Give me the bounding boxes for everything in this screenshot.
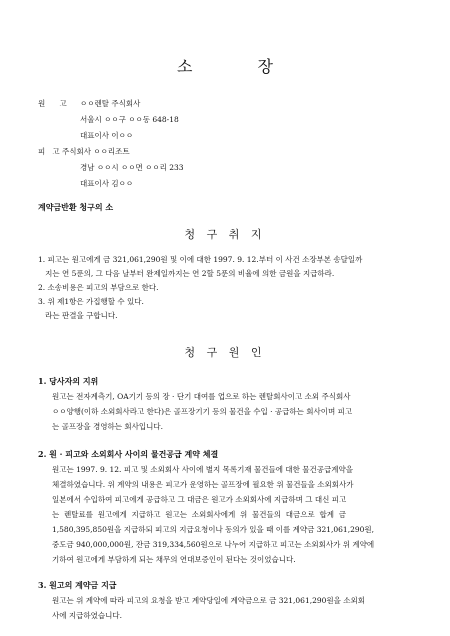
- cause-line: 일본에서 수입하여 피고에게 공급하고 그 대금은 원고가 소외회사에 지급하며 그 대신 피고: [52, 495, 347, 504]
- claim-line: 라는 판결을 구합니다.: [38, 311, 118, 320]
- cause-line: 중도금 940,000,000원, 잔금 319,334,560원으로 나누어 지급하고 피고는 소외회사가 위 계약에: [52, 540, 375, 549]
- claim-line: 1. 피고는 원고에게 금 321,061,290원 및 이에 대한 1997. 9. 12.부터 이 사건 소장부본 송달일까: [38, 255, 363, 264]
- defendant-address: 경남 ㅇㅇ시 ㅇㅇ면 ㅇㅇ리 233: [80, 163, 184, 172]
- claim-line: 지는 연 5푼의, 그 다음 날부터 완제일까지는 연 2할 5푼의 비율에 의한 금원을 지급하라.: [38, 269, 335, 278]
- cause-line: 원고는 위 계약에 따라 피고의 요청을 받고 계약당일에 계약금으로 금 321,061,290원을 소외회: [52, 596, 366, 605]
- cause-line: 기하여 원고에게 부담하게 되는 채무의 연대보증인이 된다는 것이었습니다.: [52, 555, 296, 564]
- cause-line: 1,580,395,850원을 지급하되 피고의 지급요청이나 동의가 있을 때 이를 계약금 321,061,290원,: [52, 525, 375, 534]
- cause-heading-contract: 2. 원 · 피고와 소외회사 사이의 물건공급 계약 체결: [38, 449, 219, 459]
- claim-section-title: 청 구 취 지: [184, 228, 266, 241]
- defendant-representative: 대표이사 김ㅇㅇ: [80, 179, 134, 188]
- cause-line: ㅇㅇ양행(이하 소외회사라고 한다)은 골프장기기 등의 물건을 수입 · 공급하는 회사이며 피고: [52, 407, 353, 416]
- defendant-role: 피 고 주식회사 ㅇㅇ리조트: [38, 147, 130, 156]
- plaintiff-name: ㅇㅇ렌탈 주식회사: [80, 99, 141, 108]
- cause-line: 원고는 전자계측기, OA기기 등의 장 · 단기 대여를 업으로 하는 렌탈회사이고 소외 주식회사: [52, 392, 351, 401]
- plaintiff-representative: 대표이사 이ㅇㅇ: [80, 131, 134, 140]
- cause-line: 체결하였습니다. 위 계약의 내용은 피고가 운영하는 골프장에 필요한 위 물건들을 소외회사가: [52, 480, 354, 489]
- cause-heading-parties: 1. 당사자의 지위: [38, 376, 99, 386]
- plaintiff-address: 서울시 ㅇㅇ구 ㅇㅇ동 648-18: [80, 115, 179, 124]
- cause-line: 원고는 1997. 9. 12. 피고 및 소외회사 사이에 별지 목록기재 물건들에 대한 물건공급계약을: [52, 465, 354, 474]
- claim-line: 3. 위 제1항은 가집행할 수 있다.: [38, 297, 144, 306]
- document-title: 소 장: [177, 57, 303, 76]
- claim-line: 2. 소송비용은 피고의 부담으로 한다.: [38, 283, 159, 292]
- cause-line: 사에 지급하였습니다.: [52, 611, 122, 620]
- cause-line: 는 렌탈료를 원고에게 지급하고 원고는 소외회사에게 위 물건들의 대금으로 합계 금: [52, 510, 347, 519]
- plaintiff-role: 원 고: [38, 99, 67, 108]
- case-name: 계약금반환 청구의 소: [38, 202, 114, 212]
- cause-heading-payment: 3. 원고의 계약금 지급: [38, 580, 117, 590]
- cause-section-title: 청 구 원 인: [184, 346, 266, 359]
- cause-line: 는 골프장을 경영하는 회사입니다.: [52, 422, 163, 431]
